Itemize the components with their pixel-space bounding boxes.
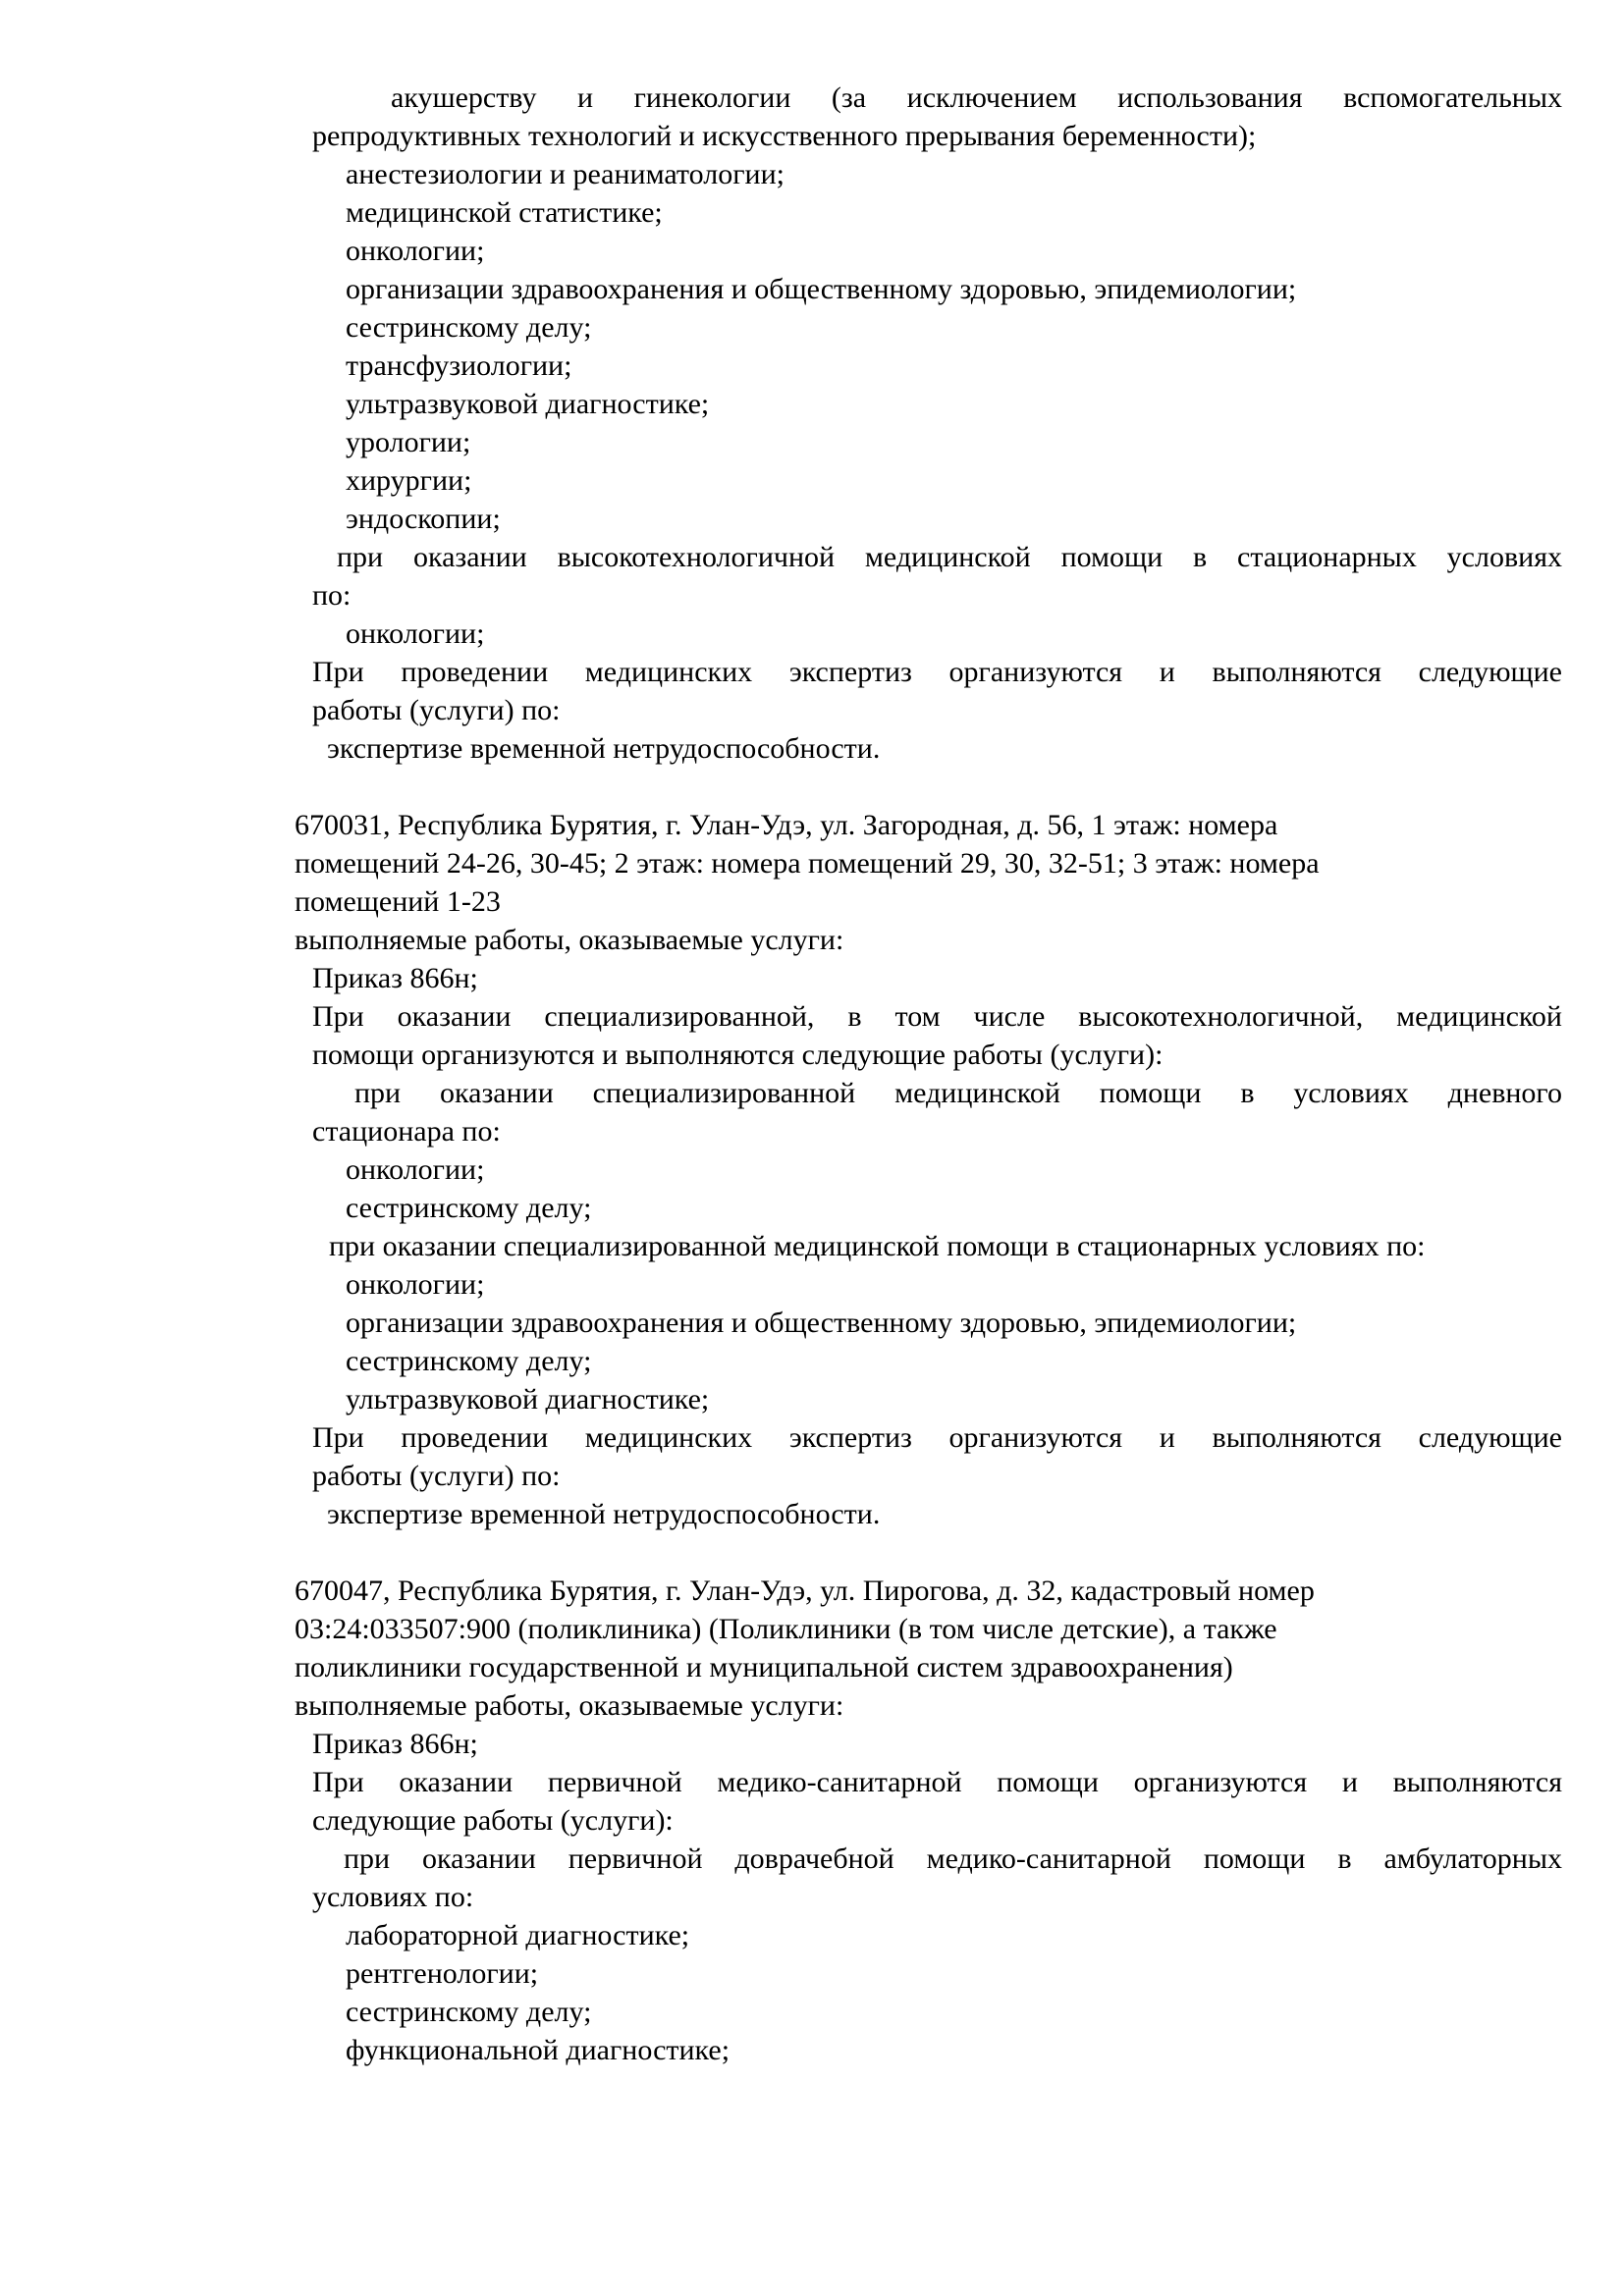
text-line: акушерству и гинекологии (за исключением использования вспомогательных: [391, 81, 1562, 114]
text-line: при оказании первичной доврачебной медико-санитарной помощи в амбулаторных: [344, 1842, 1562, 1875]
list-item: трансфузиологии;: [346, 349, 572, 382]
order-line: Приказ 866н;: [312, 962, 478, 994]
text-line: репродуктивных технологий и искусственного прерывания беременности);: [312, 120, 1257, 152]
list-item: ультразвуковой диагностике;: [346, 388, 710, 420]
address-line: 670047, Республика Бурятия, г. Улан-Удэ, ул. Пирогова, д. 32, кадастровый номер: [295, 1575, 1315, 1607]
list-item: онкологии;: [346, 1268, 485, 1301]
text-line: При оказании первичной медико-санитарной помощи организуются и выполняются: [312, 1766, 1562, 1798]
list-item: хирургии;: [346, 464, 472, 497]
address-line: помещений 24-26, 30-45; 2 этаж: номера помещений 29, 30, 32-51; 3 этаж: номера: [295, 847, 1320, 880]
text-line: экспертизе временной нетрудоспособности.: [327, 1498, 881, 1530]
list-item: функциональной диагностике;: [346, 2034, 731, 2066]
text-line: выполняемые работы, оказываемые услуги:: [295, 1689, 844, 1722]
address-line: помещений 1-23: [295, 885, 501, 918]
text-line: помощи организуются и выполняются следующие работы (услуги):: [312, 1039, 1164, 1071]
text-line: работы (услуги) по:: [312, 1460, 561, 1492]
text-line: работы (услуги) по:: [312, 694, 561, 726]
list-item: онкологии;: [346, 1153, 485, 1186]
order-line: Приказ 866н;: [312, 1728, 478, 1760]
text-line: при оказании специализированной медицинской помощи в стационарных условиях по:: [329, 1230, 1426, 1262]
list-item: урологии;: [346, 426, 471, 458]
list-item: рентгенологии;: [346, 1957, 539, 1990]
list-item: сестринскому делу;: [346, 311, 592, 344]
list-item: сестринскому делу;: [346, 1996, 592, 2028]
address-line: поликлиники государственной и муниципальной систем здравоохранения): [295, 1651, 1233, 1683]
list-item: онкологии;: [346, 617, 485, 650]
list-item: медицинской статистике;: [346, 196, 663, 229]
list-item: сестринскому делу;: [346, 1192, 592, 1224]
address-line: 03:24:033507:900 (поликлиника) (Поликлиники (в том числе детские), а также: [295, 1613, 1277, 1645]
text-line: При проведении медицинских экспертиз организуются и выполняются следующие: [312, 1421, 1562, 1454]
text-line: при оказании высокотехнологичной медицинской помощи в стационарных условиях: [337, 541, 1562, 573]
list-item: анестезиологии и реаниматологии;: [346, 158, 785, 190]
text-line: выполняемые работы, оказываемые услуги:: [295, 924, 844, 956]
text-line: по:: [312, 579, 352, 612]
list-item: организации здравоохранения и общественному здоровью, эпидемиологии;: [346, 273, 1297, 305]
list-item: организации здравоохранения и общественному здоровью, эпидемиологии;: [346, 1307, 1297, 1339]
text-line: стационара по:: [312, 1115, 501, 1148]
list-item: ультразвуковой диагностике;: [346, 1383, 710, 1415]
list-item: эндоскопии;: [346, 503, 501, 535]
list-item: онкологии;: [346, 235, 485, 267]
text-line: экспертизе временной нетрудоспособности.: [327, 732, 881, 765]
text-line: При оказании специализированной, в том числе высокотехнологичной, медицинской: [312, 1000, 1562, 1033]
text-line: при оказании специализированной медицинской помощи в условиях дневного: [354, 1077, 1562, 1109]
text-line: следующие работы (услуги):: [312, 1804, 674, 1837]
list-item: лабораторной диагностике;: [346, 1919, 690, 1951]
address-line: 670031, Республика Бурятия, г. Улан-Удэ, ул. Загородная, д. 56, 1 этаж: номера: [295, 809, 1278, 841]
text-line: При проведении медицинских экспертиз организуются и выполняются следующие: [312, 656, 1562, 688]
list-item: сестринскому делу;: [346, 1345, 592, 1377]
text-line: условиях по:: [312, 1881, 474, 1913]
